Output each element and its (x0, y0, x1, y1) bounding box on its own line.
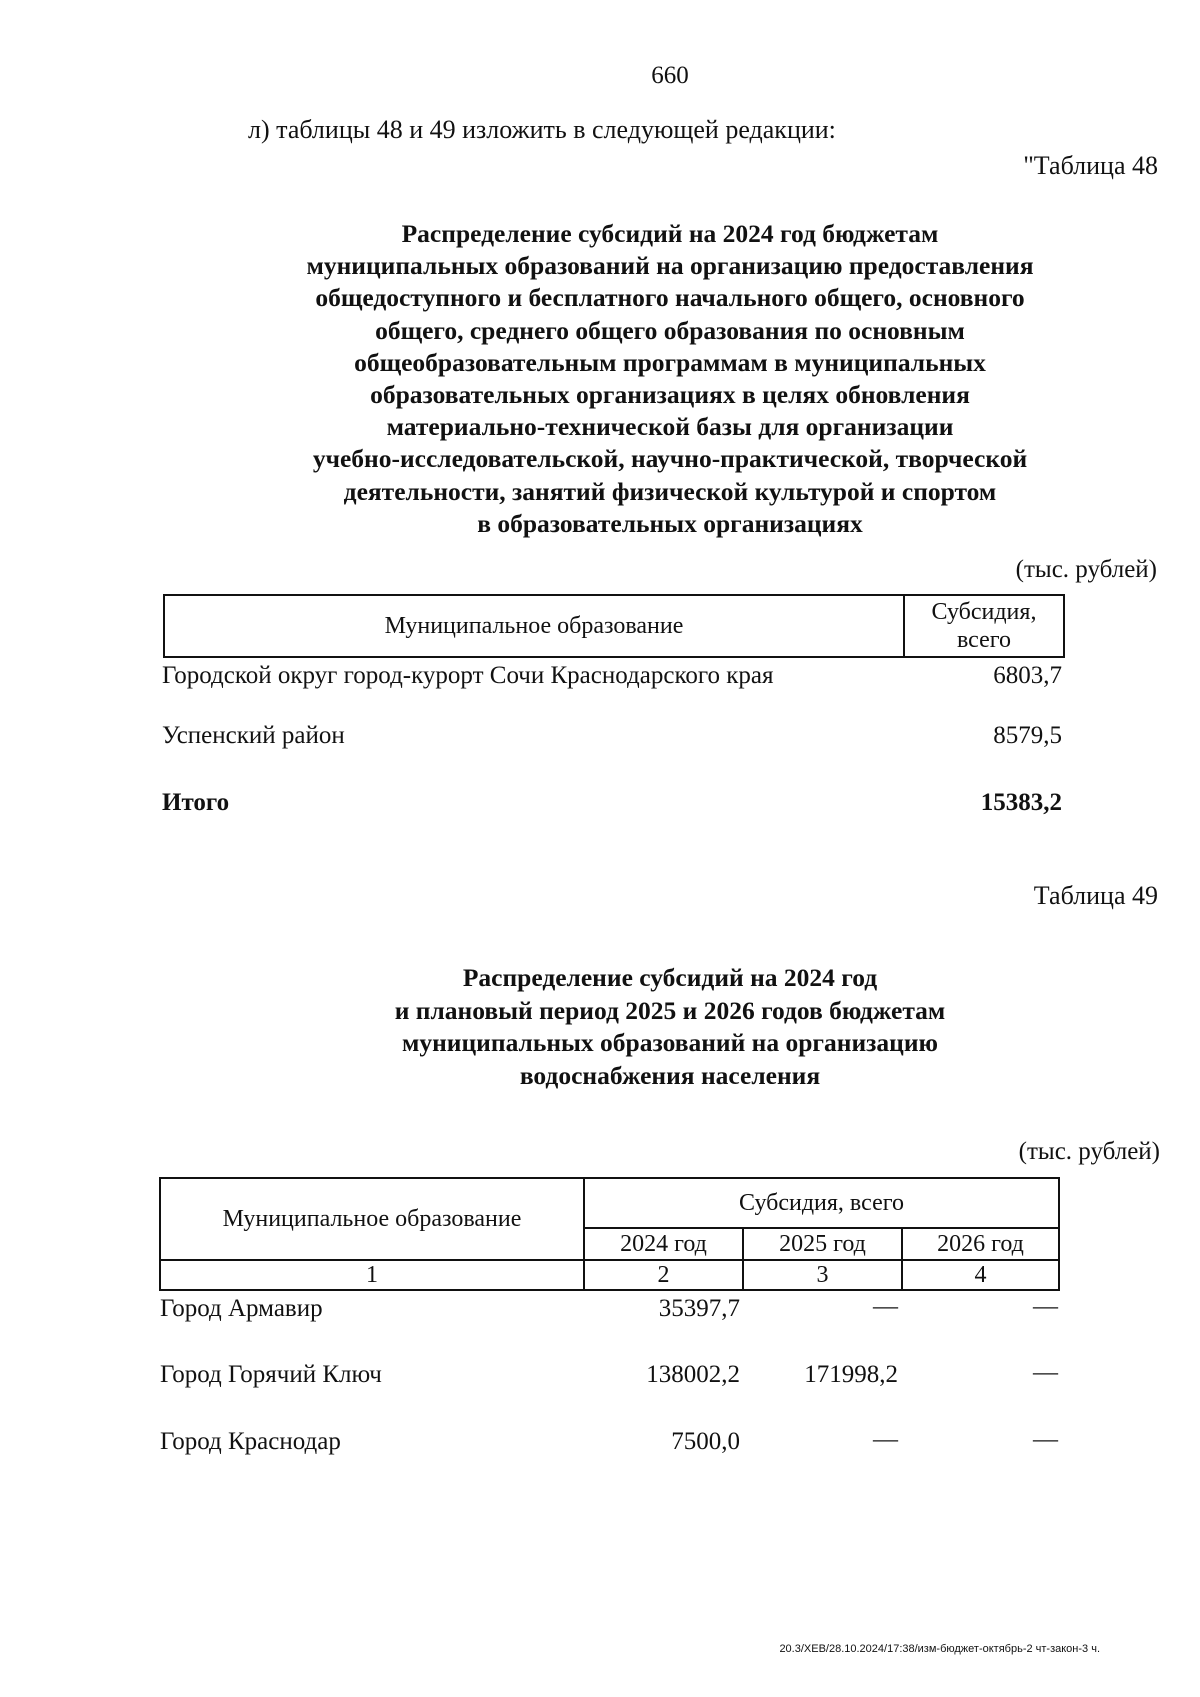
header-year-2026: 2026 год (902, 1228, 1059, 1260)
table-49-value-2025: 171998,2 (804, 1361, 898, 1388)
title-line: муниципальных образований на организацию предоставления (306, 251, 1034, 281)
header-municipality: Муниципальное образование (164, 595, 904, 657)
header-year-2025: 2025 год (743, 1228, 902, 1260)
title-line: и плановый период 2025 и 2026 годов бюджетам (394, 995, 946, 1025)
title-line: материально-технической базы для организации (386, 412, 954, 442)
table-48-row-value: 6803,7 (993, 662, 1062, 689)
col-number-2: 2 (584, 1260, 743, 1290)
table-48-row-name: Городской округ город-курорт Сочи Краснодарского края (162, 662, 774, 689)
title-line: муниципальных образований на организацию (401, 1028, 939, 1057)
table-49-value-2026: — (1033, 1293, 1058, 1320)
table-49-value-2025: — (873, 1293, 898, 1320)
table-48-row-name: Успенский район (162, 722, 345, 749)
header-subsidy-line1: Субсидия, (931, 599, 1037, 625)
header-year-2024: 2024 год (584, 1228, 743, 1260)
header-municipality: Муниципальное образование (160, 1178, 584, 1260)
table-48-header (163, 594, 1065, 658)
table-49-value-2025: — (873, 1426, 898, 1453)
table-48-row-value: 8579,5 (993, 722, 1062, 749)
header-subsidy-total: Субсидия, всего (584, 1178, 1059, 1228)
title-line: водоснабжения населения (519, 1060, 821, 1090)
page-number: 660 (651, 62, 689, 89)
table-49-label: Таблица 49 (1033, 881, 1158, 910)
title-line: общеобразовательным программам в муниципальных (354, 347, 986, 377)
title-line: образовательных организациях в целях обновления (370, 380, 970, 410)
table-49-title (180, 962, 1160, 1092)
table-48-units: (тыс. рублей) (1015, 556, 1157, 583)
col-number-1: 1 (160, 1260, 584, 1290)
table-48-total-label: Итого (162, 789, 230, 816)
title-line: деятельности, занятий физической культурой и спортом (343, 476, 997, 506)
title-line: Распределение субсидий на 2024 год бюджетам (401, 219, 939, 248)
table-48-title (180, 218, 1160, 540)
table-49-value-2026: — (1033, 1359, 1058, 1386)
title-line: в образовательных организациях (477, 508, 863, 538)
table-49-value-2024: 35397,7 (658, 1295, 740, 1322)
footer-doc-id: 20.3/ХЕВ/28.10.2024/17:38/изм-бюджет-октябрь-2 чт-закон-3 ч. (779, 1643, 1100, 1655)
table-49-value-2024: 138002,2 (646, 1361, 740, 1388)
title-line: учебно-исследовательской, научно-практической, творческой (312, 444, 1028, 474)
table-48-label: "Таблица 48 (1023, 151, 1158, 180)
table-49-row-name: Город Армавир (160, 1295, 323, 1322)
title-line: общего, среднего общего образования по основным (375, 315, 965, 345)
table-49-value-2026: — (1033, 1426, 1058, 1453)
table-49-row-name: Город Краснодар (160, 1428, 341, 1455)
table-49-row-name: Город Горячий Ключ (160, 1361, 382, 1388)
table-49-value-2024: 7500,0 (671, 1428, 740, 1455)
table-48-total-value: 15383,2 (980, 789, 1062, 816)
title-line: Распределение субсидий на 2024 год (462, 963, 878, 992)
intro-text: л) таблицы 48 и 49 изложить в следующей редакции: (248, 115, 836, 144)
col-number-4: 4 (902, 1260, 1059, 1290)
header-subsidy-line2: всего (956, 627, 1012, 653)
table-49-units: (тыс. рублей) (1018, 1138, 1160, 1165)
col-number-3: 3 (743, 1260, 902, 1290)
title-line: общедоступного и бесплатного начального общего, основного (315, 283, 1025, 313)
header-subsidy (904, 595, 1064, 657)
table-49-header (159, 1177, 1060, 1291)
